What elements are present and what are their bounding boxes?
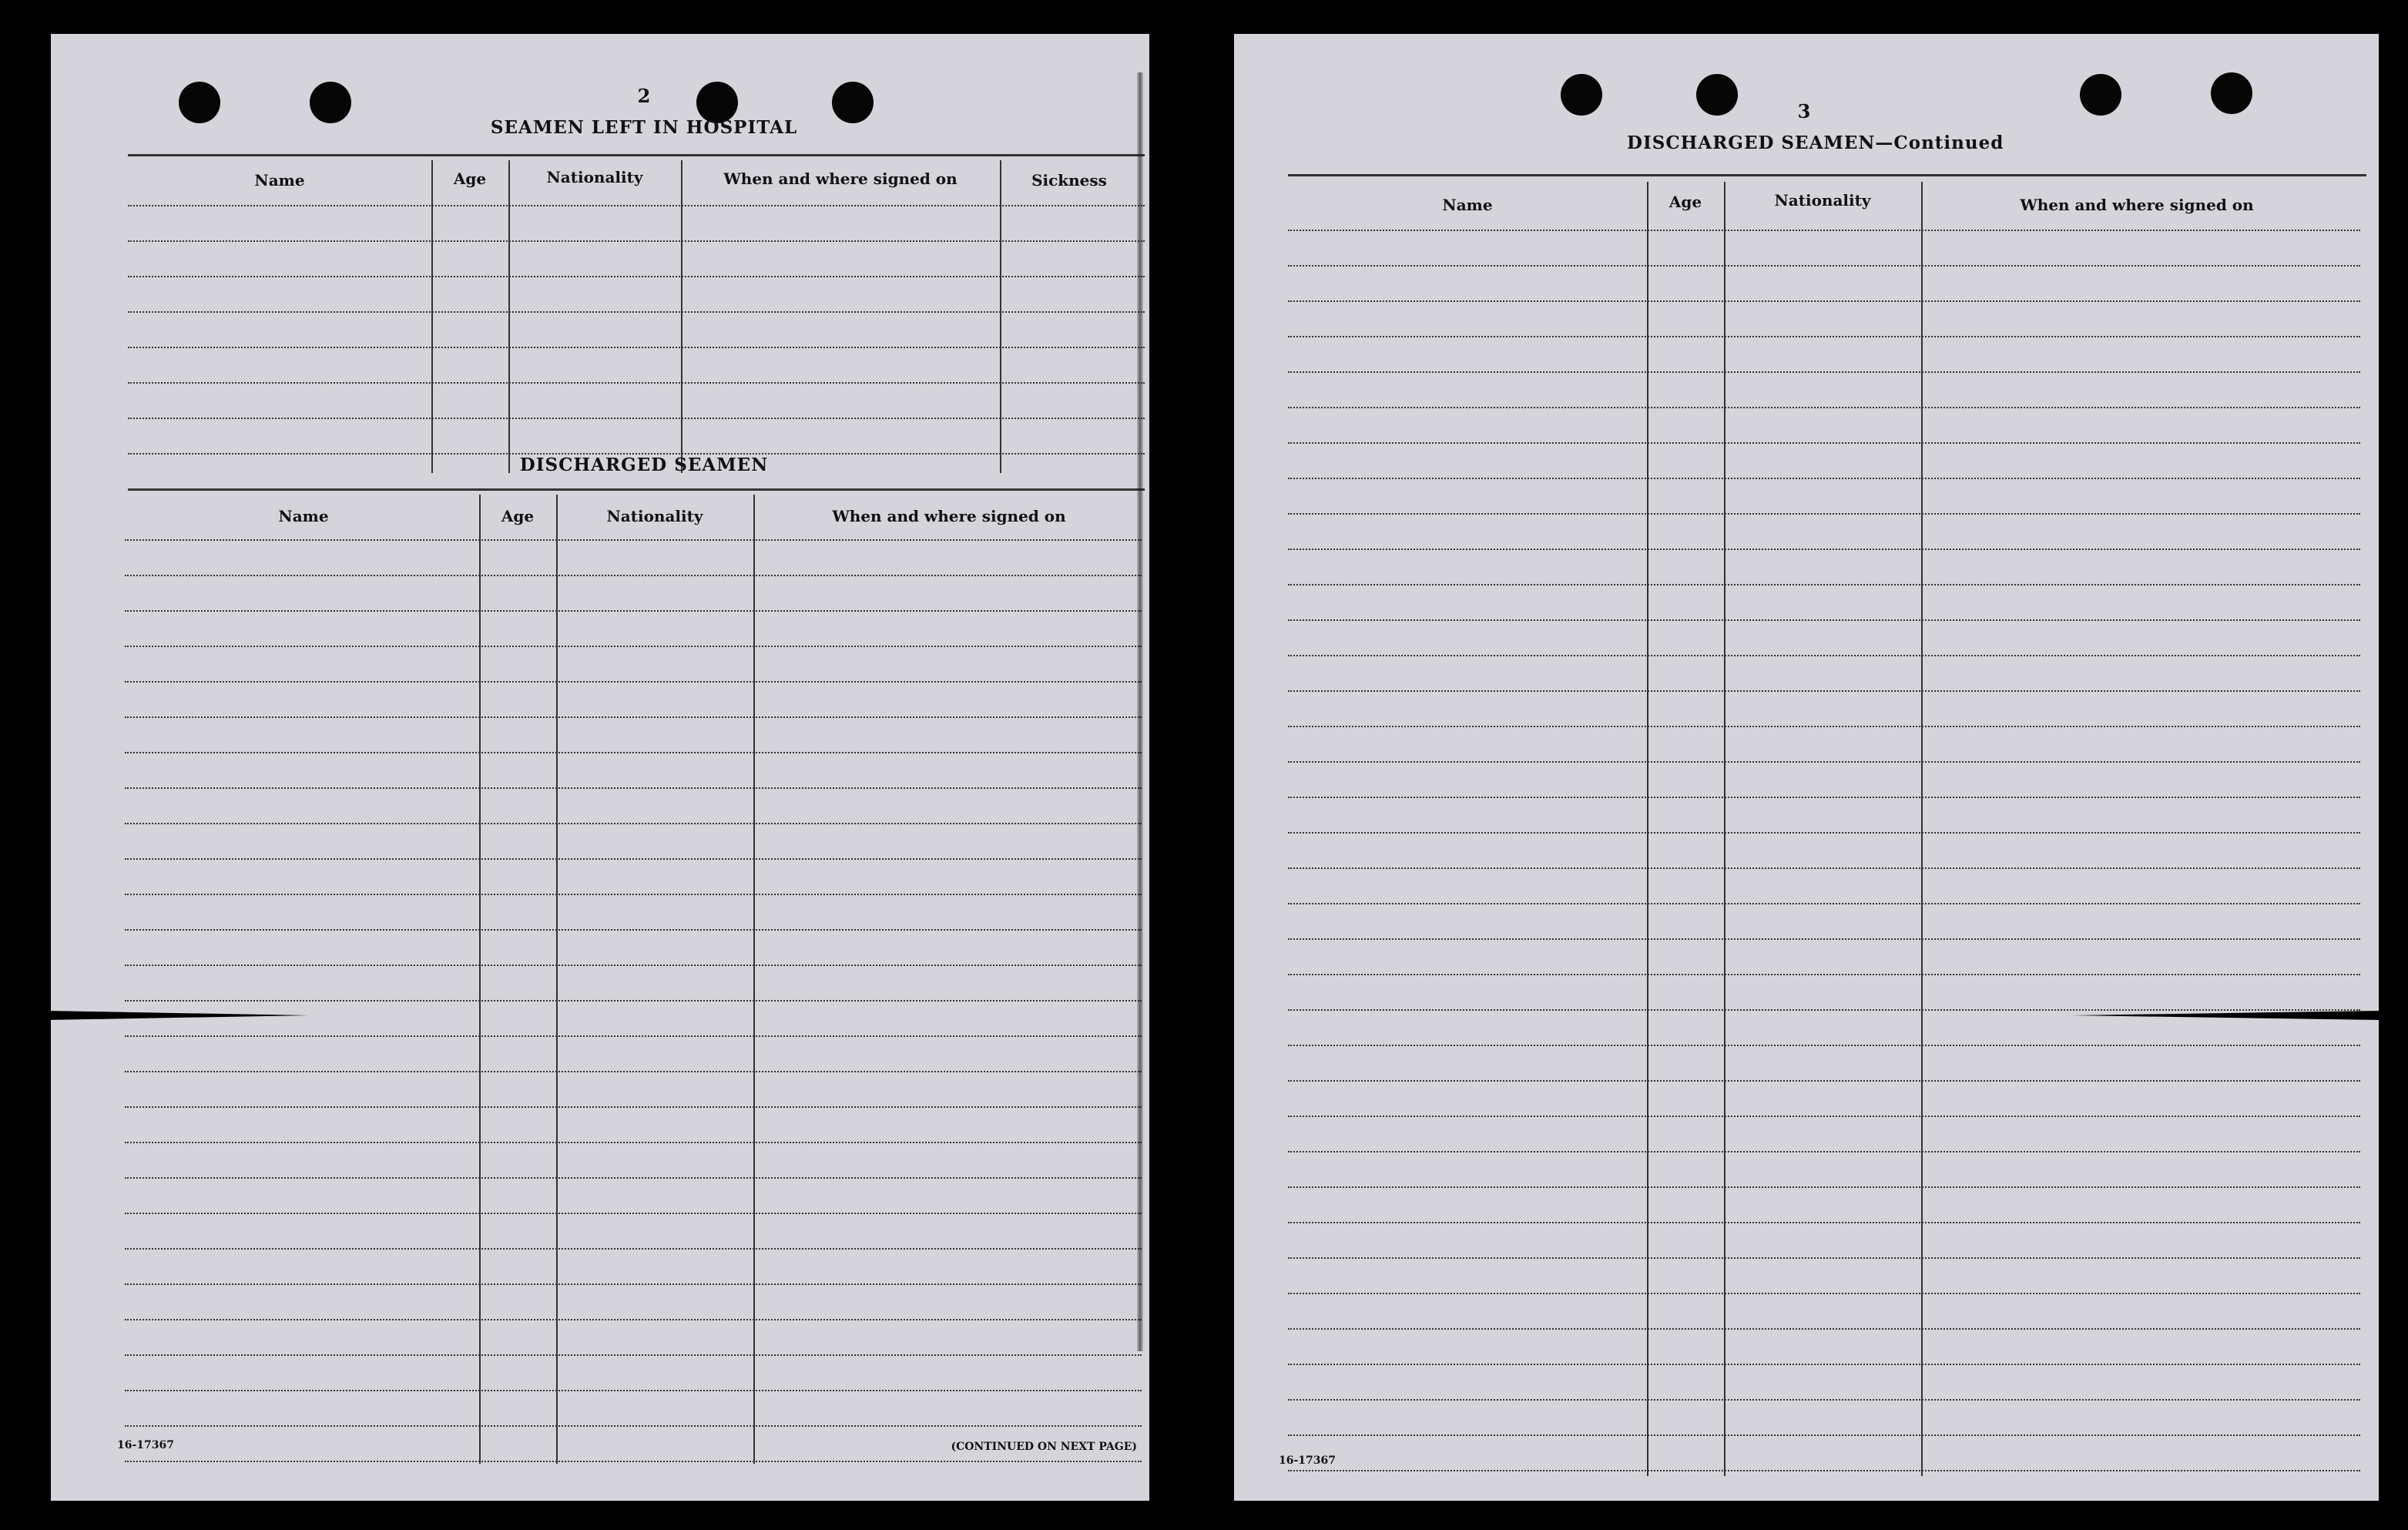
section-rule [128,154,1145,156]
table-line [1288,1328,2360,1330]
table-line [125,965,1142,966]
table-line [1288,478,2360,479]
table-line [125,1248,1142,1250]
column-divider [1921,182,1923,1476]
table-line [125,929,1142,931]
table-line [128,382,1145,384]
column-header-age: Age [501,507,535,525]
page-number: 2 [637,85,651,107]
table-line [125,716,1142,718]
discharged-section-title: DISCHARGED SEAMEN [519,455,769,475]
table-line [125,1390,1142,1391]
table-line [125,1142,1142,1143]
column-divider [1647,182,1648,1476]
table-line [1288,974,2360,975]
column-divider [1000,160,1001,473]
column-divider [1724,182,1726,1476]
table-line [1288,265,2360,267]
section-rule [128,488,1145,491]
table-line [1288,1470,2360,1471]
table-line [1288,1293,2360,1294]
section-rule [1288,174,2366,176]
table-line [1288,867,2360,869]
table-line [125,1213,1142,1214]
table-line [1288,903,2360,904]
table-line [1288,407,2360,408]
table-line [1288,1045,2360,1046]
table-line [128,418,1145,419]
table-line [1288,1151,2360,1153]
table-line [125,1283,1142,1285]
table-line [125,610,1142,612]
table-line [1288,1186,2360,1188]
table-line [1288,797,2360,798]
table-line [1288,549,2360,550]
table-line [125,1461,1142,1462]
punch-hole [832,82,874,123]
table-line [1288,300,2360,302]
table-line [1288,442,2360,444]
hospital-section-title: SEAMEN LEFT IN HOSPITAL [490,117,798,138]
table-line [1288,513,2360,515]
table-line [125,1106,1142,1108]
column-header-name: Name [1442,196,1493,214]
table-line [128,276,1145,277]
table-line [125,1035,1142,1037]
table-line [125,823,1142,824]
column-header-age: Age [453,169,487,188]
punch-hole [1561,74,1602,116]
column-divider [681,160,682,473]
column-header-nationality: Nationality [546,168,643,186]
table-line [1288,938,2360,940]
table-line [125,539,1142,541]
table-line [1288,230,2360,231]
table-line [1288,619,2360,621]
table-line [125,1319,1142,1320]
punch-hole [1696,74,1738,116]
table-line [128,347,1145,348]
table-line [1288,832,2360,834]
table-line [1288,1257,2360,1259]
table-line [1288,1434,2360,1436]
left-page [51,34,1149,1501]
table-line [1288,761,2360,763]
table-line [128,240,1145,242]
form-number: 16-17367 [117,1439,174,1451]
table-line [125,1425,1142,1427]
right-page [1234,34,2379,1501]
column-header-nationality: Nationality [1774,191,1871,210]
table-line [1288,1364,2360,1365]
table-line [125,858,1142,860]
table-line [125,1071,1142,1072]
discharged-continued-title: DISCHARGED SEAMEN—Continued [1627,133,2004,153]
column-header-nationality: Nationality [606,507,703,525]
punch-hole [2211,72,2252,114]
column-header-sickness: Sickness [1031,171,1107,190]
table-line [125,894,1142,895]
table-line [125,1354,1142,1356]
continued-note: (CONTINUED ON NEXT PAGE) [951,1441,1137,1453]
table-line [125,752,1142,753]
table-line [1288,690,2360,692]
table-line [125,681,1142,683]
column-header-name: Name [254,171,305,190]
table-line [125,1177,1142,1179]
table-line [1288,655,2360,656]
table-line [125,575,1142,576]
punch-hole [179,82,220,123]
table-line [1288,1009,2360,1011]
column-divider [508,160,510,473]
table-line [128,205,1145,206]
punch-hole [2080,74,2121,116]
column-header-signed-on: When and where signed on [832,507,1066,525]
page-number: 3 [1797,100,1811,122]
column-header-signed-on: When and where signed on [2020,196,2254,214]
column-divider [431,160,433,473]
page-fold [1137,72,1143,1351]
table-line [128,311,1145,313]
table-line [125,787,1142,789]
punch-hole [310,82,351,123]
form-number: 16-17367 [1279,1455,1336,1467]
table-line [125,646,1142,647]
table-line [1288,371,2360,373]
column-header-signed-on: When and where signed on [723,169,957,188]
table-line [1288,726,2360,727]
column-header-age: Age [1668,193,1702,211]
table-line [1288,584,2360,585]
table-line [1288,1399,2360,1401]
column-header-name: Name [278,507,329,525]
table-line [1288,1116,2360,1117]
table-line [1288,1080,2360,1082]
table-line [1288,1222,2360,1223]
table-line [125,1000,1142,1002]
table-line [1288,336,2360,337]
